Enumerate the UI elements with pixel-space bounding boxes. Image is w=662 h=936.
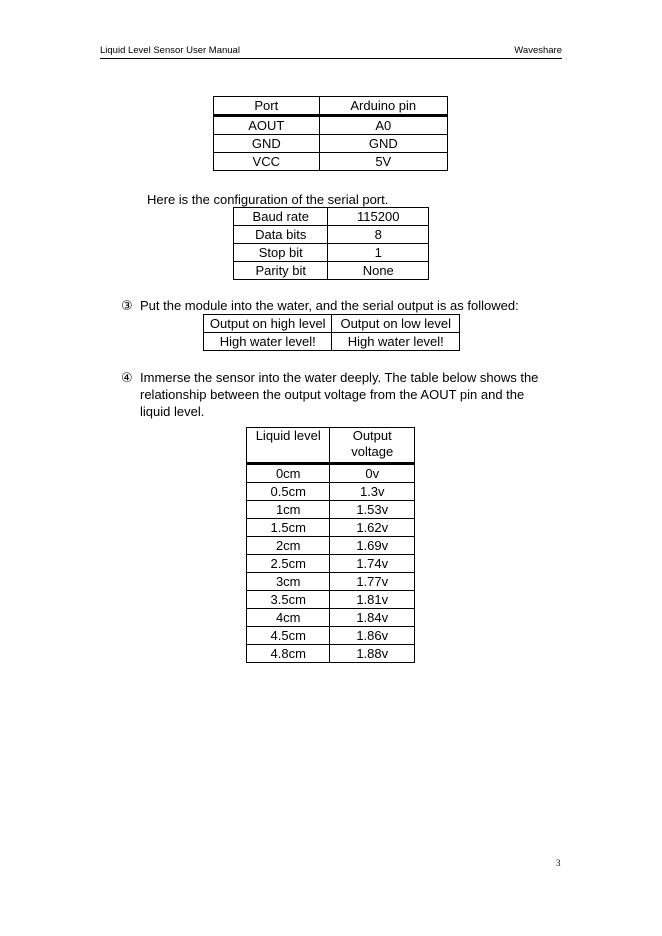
header-cell: Liquid level [247,428,330,464]
table-row [214,116,448,135]
table-cell: 1.74v [330,555,415,573]
table-row [247,645,415,663]
table-cell: 1.86v [330,627,415,645]
table-row [247,555,415,573]
table-row [247,483,415,501]
table-cell: 1 [328,244,429,262]
table-row [204,333,460,351]
header-title: Liquid Level Sensor User Manual [100,45,240,56]
table-cell: 8 [328,226,429,244]
table-cell: GND [319,135,447,153]
serial-output-table [203,314,460,351]
step-3-number: ③ [121,298,133,313]
table-cell: 3.5cm [247,591,330,609]
pin-table [213,96,448,171]
step-4-line: relationship between the output voltage from the AOUT pin and the [140,387,525,402]
table-cell: 1.53v [330,501,415,519]
table-cell: Data bits [234,226,328,244]
table-cell: GND [214,135,320,153]
header-cell: Port [214,97,320,116]
step-3-text: Put the module into the water, and the serial output is as followed: [140,298,519,313]
table-cell: AOUT [214,116,320,135]
table-row [247,537,415,555]
table-cell: 1.69v [330,537,415,555]
table-row [234,262,429,280]
table-row [247,519,415,537]
table-cell: 2cm [247,537,330,555]
table-cell: 1.84v [330,609,415,627]
table-row [247,591,415,609]
table-row [247,464,415,483]
serial-intro-text: Here is the configuration of the serial port. [147,192,389,207]
table-cell: 1cm [247,501,330,519]
header-line: voltage [351,444,394,459]
table-cell: 3cm [247,573,330,591]
step-4-line: Immerse the sensor into the water deeply. The table below shows the [140,370,539,385]
table-cell: 2.5cm [247,555,330,573]
header-brand: Waveshare [514,45,562,56]
table-row [247,627,415,645]
table-row [247,501,415,519]
table-cell: Stop bit [234,244,328,262]
table-header-row [247,428,415,464]
page-number: 3 [556,858,561,868]
table-cell: Parity bit [234,262,328,280]
table-cell: 1.88v [330,645,415,663]
step-4-text [140,369,570,420]
table-row [247,609,415,627]
header-cell: Output on low level [332,315,460,333]
table-cell: 0.5cm [247,483,330,501]
table-header-row [204,315,460,333]
header-cell: Arduino pin [319,97,447,116]
table-cell: None [328,262,429,280]
table-row [234,244,429,262]
table-cell: 1.3v [330,483,415,501]
table-header-row [214,97,448,116]
header-cell: Output on high level [204,315,332,333]
table-cell: 1.62v [330,519,415,537]
table-row [247,573,415,591]
table-row [234,208,429,226]
table-cell: High water level! [204,333,332,351]
table-cell: 4.8cm [247,645,330,663]
table-row [214,135,448,153]
header-line: Output [352,428,392,443]
table-cell: 1.5cm [247,519,330,537]
table-cell: VCC [214,153,320,171]
page-header [100,45,562,59]
table-cell: 115200 [328,208,429,226]
header-cell [330,428,415,464]
table-cell: 4.5cm [247,627,330,645]
serial-config-table [233,207,429,280]
liquid-level-table [246,427,415,663]
table-cell: 0cm [247,464,330,483]
table-cell: 1.81v [330,591,415,609]
table-row [214,153,448,171]
table-cell: 0v [330,464,415,483]
table-cell: 5V [319,153,447,171]
table-cell: Baud rate [234,208,328,226]
table-cell: A0 [319,116,447,135]
table-cell: High water level! [332,333,460,351]
table-cell: 1.77v [330,573,415,591]
table-cell: 4cm [247,609,330,627]
table-row [234,226,429,244]
step-4-number: ④ [121,370,133,385]
step-4-line: liquid level. [140,404,205,419]
